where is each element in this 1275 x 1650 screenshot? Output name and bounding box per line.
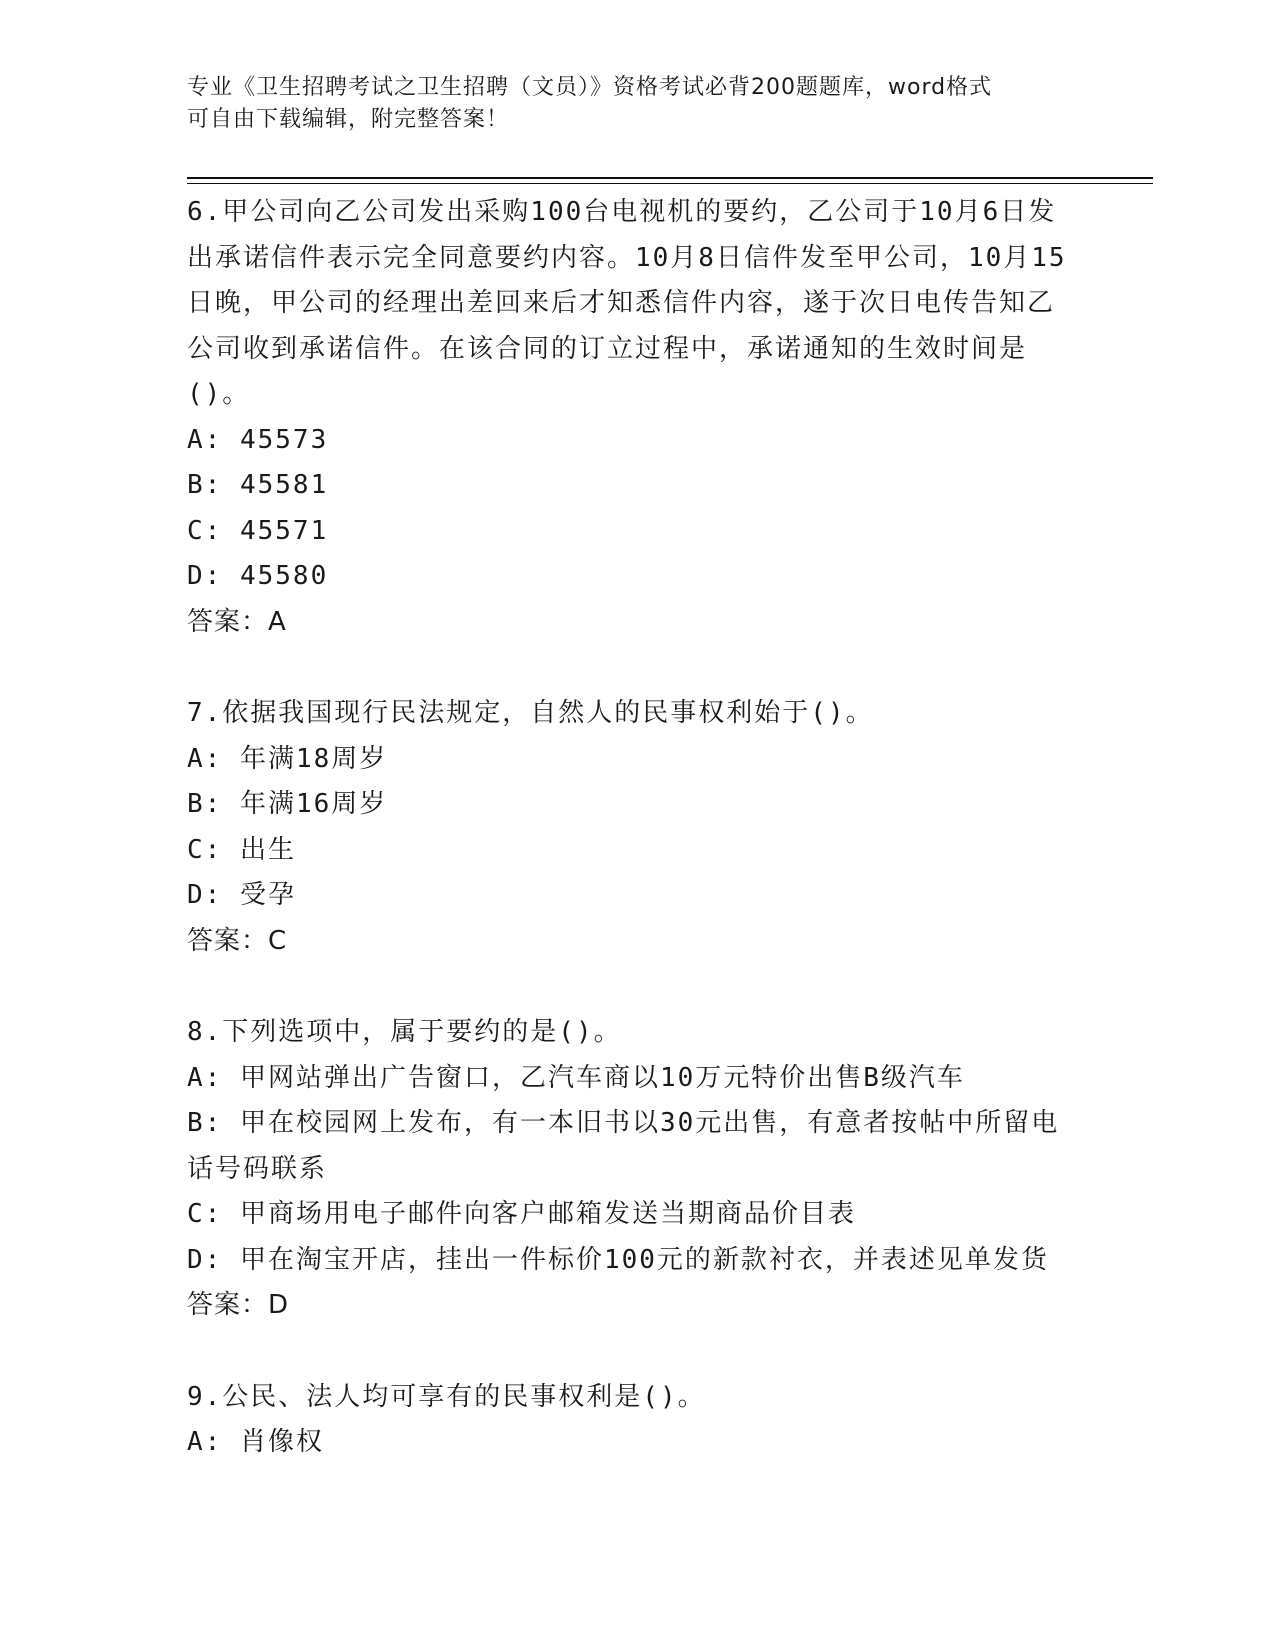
option-d: D: 45580 [187,561,329,591]
question-stem: 6.甲公司向乙公司发出采购100台电视机的要约，乙公司于10月6日发出承诺信件表示完全同意要约内容。10月8日信件发至甲公司，10月15日晚，甲公司的经理出差回来后才知悉信件内容，遂于次日电传告知乙公司收到承诺信件。在该合同的订立过程中，承诺通知的生效时间是()。 [187,197,1067,409]
question-6 [187,190,1087,645]
question-stem: 7.依据我国现行民法规定，自然人的民事权利始于()。 [187,698,874,728]
question-stem: 8.下列选项中，属于要约的是()。 [187,1017,622,1047]
question-list [187,190,1087,1512]
option-b: B: 甲在校园网上发布，有一本旧书以30元出售，有意者按帖中所留电话号码联系 [187,1108,1060,1184]
header-divider-thin [187,183,1153,184]
answer-label: 答案：D [187,1290,290,1320]
option-b: B: 45581 [187,470,329,500]
option-b: B: 年满16周岁 [187,789,388,819]
answer-label: 答案：A [187,606,287,637]
document-header [187,72,1087,136]
question-8 [187,1010,1087,1329]
answer-label: 答案：C [187,925,288,956]
option-a: A: 年满18周岁 [187,743,388,774]
option-d: D: 受孕 [187,880,296,910]
header-divider-thick [187,177,1153,179]
option-c: C: 45571 [187,515,329,546]
option-a: A: 甲网站弹出广告窗口，乙汽车商以10万元特价出售B级汽车 [187,1062,965,1093]
header-line-1: 专业《卫生招聘考试之卫生招聘（文员）》资格考试必背200题题库，word格式 [187,75,993,100]
option-a: A: 肖像权 [187,1427,324,1457]
question-9 [187,1375,1087,1466]
question-stem: 9.公民、法人均可享有的民事权利是()。 [187,1381,706,1412]
option-a: A: 45573 [187,424,329,455]
question-7 [187,691,1087,964]
option-c: C: 甲商场用电子邮件向客户邮箱发送当期商品价目表 [187,1199,856,1229]
header-line-2: 可自由下载编辑，附完整答案！ [187,107,510,132]
option-c: C: 出生 [187,834,296,865]
option-d: D: 甲在淘宝开店，挂出一件标价100元的新款衬衣，并表述见单发货 [187,1244,1049,1275]
